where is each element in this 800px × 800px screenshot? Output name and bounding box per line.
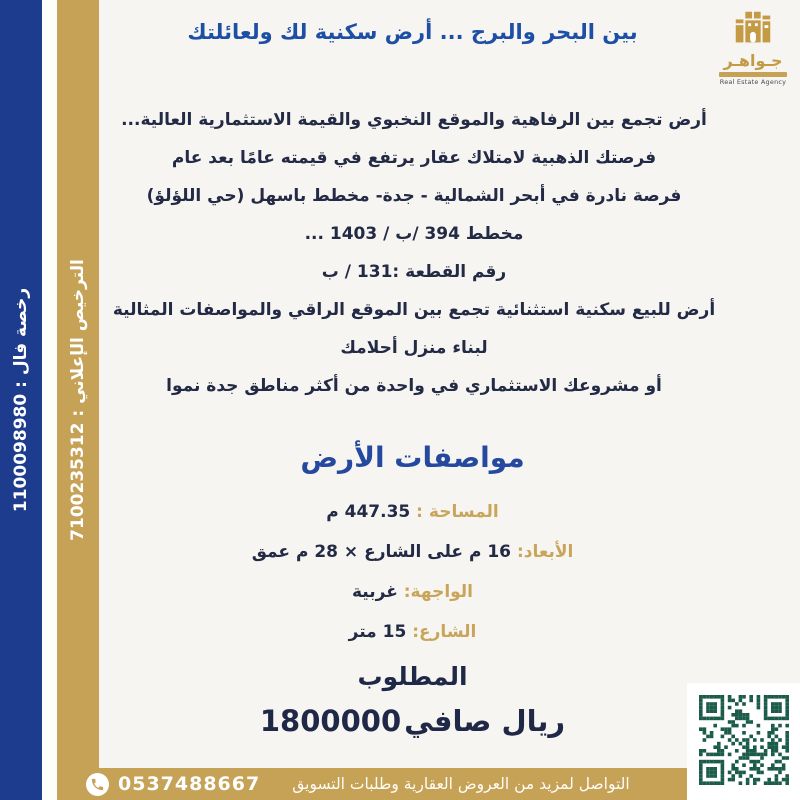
price-amount: 1800000 xyxy=(259,704,402,738)
spec-facade xyxy=(120,572,705,612)
building-emblem-icon xyxy=(711,6,795,52)
specs-heading: مواصفات الأرض xyxy=(300,441,525,474)
body-line: رقم القطعة :131 / ب xyxy=(321,262,507,282)
body-line: أو مشروعك الاستثماري في واحدة من أكثر مناطق جدة نموا xyxy=(166,376,662,396)
spec-street-value: 15 متر xyxy=(348,622,407,642)
ad-license-text: الترخيص الإعلاني : 7100235312 xyxy=(68,259,88,541)
body-line: أرض للبيع سكنية استثنائية تجمع بين الموقع الراقي والمواصفات المثالية xyxy=(112,300,716,320)
agency-logo xyxy=(711,6,795,86)
body-line: فرصتك الذهبية لامتلاك عقار يرتفع في قيمته عامًا بعد عام xyxy=(171,148,657,168)
phone-icon xyxy=(86,773,109,796)
body-line: مخطط 394 /ب / 1403 ... xyxy=(304,224,524,244)
body-line: فرصة نادرة في أبحر الشمالية - جدة- مخطط باسهل (حي اللؤلؤ) xyxy=(146,186,682,206)
body-line: لبناء منزل أحلامك xyxy=(340,338,488,358)
footer-contact-text: التواصل لمزيد من العروض العقارية وطلبات التسويق xyxy=(292,775,630,793)
agency-name-arabic: جـواهـر xyxy=(723,51,783,70)
fal-license-bar xyxy=(0,0,42,800)
agency-name-english: Real Estate Agency xyxy=(719,77,787,86)
specs-list xyxy=(120,492,705,652)
body-line: أرض تجمع بين الرفاهية والموقع النخبوي والقيمة الاستثمارية العالية... xyxy=(121,110,707,130)
spec-street-label: الشارع: xyxy=(412,622,477,642)
body-copy xyxy=(112,101,716,405)
poster-title: بين البحر والبرج ... أرض سكنية لك ولعائلتك xyxy=(187,20,638,44)
spec-dimensions-label: الأبعاد: xyxy=(516,542,574,562)
spec-facade-value: غربية xyxy=(351,582,398,602)
price-heading: المطلوب xyxy=(357,662,468,691)
bar-divider xyxy=(42,0,57,800)
spec-area xyxy=(120,492,705,532)
spec-facade-label: الواجهة: xyxy=(403,582,474,602)
price-line xyxy=(120,704,705,738)
spec-street xyxy=(120,612,705,652)
spec-dimensions xyxy=(120,532,705,572)
fal-license-text: رخصة فال : 1100098980 xyxy=(11,287,31,513)
ad-license-bar xyxy=(57,0,99,800)
phone-number: 0537488667 xyxy=(118,773,261,795)
qr-code xyxy=(687,683,800,800)
spec-dimensions-value: 16 م على الشارع × 28 م عمق xyxy=(251,542,512,562)
price-unit: ريال صافي xyxy=(404,704,566,738)
spec-area-label: المساحة : xyxy=(416,502,499,522)
logo-tagline-band xyxy=(719,72,787,77)
spec-area-value: 447.35 م xyxy=(326,502,411,522)
